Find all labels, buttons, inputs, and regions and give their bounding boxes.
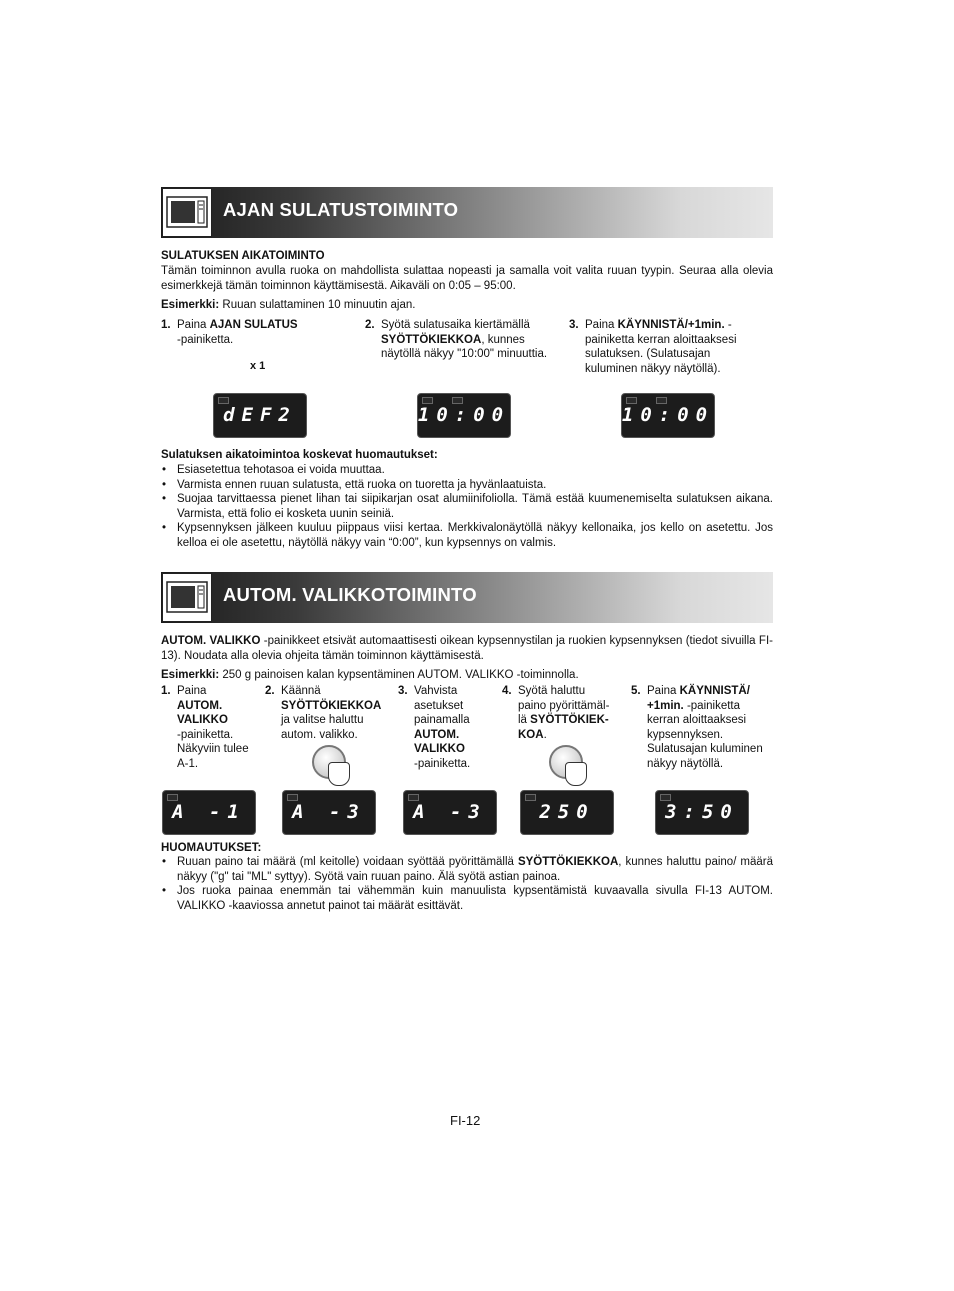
section-banner-auto-menu xyxy=(161,572,773,623)
step-text: Käännä SYÖTTÖKIEKKOA ja valitse haluttu autom. valikko. xyxy=(281,685,382,741)
example-line xyxy=(161,668,579,683)
display-digits: A -3 xyxy=(292,801,366,823)
step-text: Paina KÄYNNISTÄ/ +1min. -painiketta kerran aloittaaksesi kypsennyksen. Sulatusajan kuluminen näkyy näytöllä. xyxy=(647,685,763,770)
microwave-icon xyxy=(162,188,212,237)
hand-icon xyxy=(565,762,587,786)
indicator-icon xyxy=(656,397,667,404)
display-digits: 10:00 xyxy=(621,404,715,426)
notes-title: Sulatuksen aikatoimintoa koskevat huomautukset: xyxy=(161,449,438,461)
step-text: Paina KÄYNNISTÄ/+1min. -painiketta kerran aloittaaksesi sulatuksen. (Sulatusajan kuluminen näkyy näytöllä). xyxy=(585,319,737,375)
page-number: FI-12 xyxy=(450,1113,481,1128)
section-title: AJAN SULATUSTOIMINTO xyxy=(223,199,459,220)
display-digits: 3:50 xyxy=(665,801,739,823)
indicator-icon xyxy=(525,794,536,801)
intro-paragraph: AUTOM. VALIKKO -painikkeet etsivät automaattisesti oikean kypsennystilan ja ruokien kypsennyksen (tiedot sivuilla FI-13). Noudata alla olevia ohjeita tämän toiminnon käyttämisestä. xyxy=(161,635,773,662)
lcd-display xyxy=(417,393,511,438)
step-number: 1. xyxy=(161,319,171,331)
section-title: AUTOM. VALIKKOTOIMINTO xyxy=(223,584,477,605)
microwave-icon xyxy=(162,573,212,622)
step-text: Paina AUTOM. VALIKKO -painiketta. Näkyviin tulee A-1. xyxy=(177,685,249,770)
list-item: • Varmista ennen ruuan sulatusta, että ruoka on tuoretta ja hyvänlaatuista. xyxy=(162,478,547,491)
indicator-icon xyxy=(218,397,229,404)
lcd-display xyxy=(162,790,256,835)
hand-icon xyxy=(328,762,350,786)
display-digits: dEF2 xyxy=(223,404,297,426)
step-text: Vahvista asetukset painamalla AUTOM. VALIKKO -painiketta. xyxy=(414,685,471,770)
section-banner-defrost xyxy=(161,187,773,238)
notes-list xyxy=(161,855,773,913)
list-item: • Ruuan paino tai määrä (ml keitolle) voidaan syöttää pyörittämällä SYÖTTÖKIEKKOA, kunnes haluttu paino/ määrä näkyy ("g" tai "ML" syttyy). Syötä vain ruuan paino. Älä syötä astian painoa. xyxy=(162,856,773,883)
lcd-display xyxy=(213,393,307,438)
step-number: 2. xyxy=(365,319,375,331)
list-item: • Kypsennyksen jälkeen kuuluu piippaus viisi kertaa. Merkkivalonäytöllä näkyy kellonaika, jos kello on asetettu. Jos kelloa ei ole asetettu, näytöllä näkyy vain “0:00”, kun kypsennys on valmis. xyxy=(162,522,773,549)
notes-title: HUOMAUTUKSET: xyxy=(161,842,262,854)
step-number: 3. xyxy=(569,319,579,331)
notes-list xyxy=(161,463,773,551)
list-item: • Esiasetettua tehotasoa ei voida muuttaa. xyxy=(162,464,385,476)
example-label: Esimerkki: xyxy=(161,299,220,311)
indicator-icon xyxy=(167,794,178,801)
step-text: Syötä sulatusaika kiertämällä SYÖTTÖKIEKKOA, kunnes näytöllä näkyy "10:00" minuuttia. xyxy=(381,319,548,361)
list-item: • Suojaa tarvittaessa pienet lihan tai siipikarjan osat alumiinifoliolla. Tämä estää kuumenemiselta sulatuksen aikana. Varmista, että folio ei kosketa uunin seiniä. xyxy=(162,493,773,520)
indicator-icon xyxy=(408,794,419,801)
display-digits: A -3 xyxy=(413,801,487,823)
lcd-display xyxy=(621,393,715,438)
lcd-display xyxy=(655,790,749,835)
step-text: Syötä haluttu paino pyörittämäl- lä SYÖTTÖKIEK- KOA. xyxy=(518,685,610,741)
indicator-icon xyxy=(452,397,463,404)
display-digits: 250 xyxy=(539,801,595,823)
example-text: Ruuan sulattaminen 10 minuutin ajan. xyxy=(219,299,416,311)
indicator-icon xyxy=(660,794,671,801)
step-text: Paina AJAN SULATUS -painiketta. xyxy=(177,319,298,346)
subsection-title: SULATUKSEN AIKATOIMINTO xyxy=(161,250,325,262)
example-line xyxy=(161,298,415,313)
lcd-display xyxy=(282,790,376,835)
indicator-icon xyxy=(626,397,637,404)
example-label: Esimerkki: xyxy=(161,669,220,681)
intro-paragraph: Tämän toiminnon avulla ruoka on mahdollista sulattaa nopeasti ja samalla voit valita ruuan tyypin. Seuraa alla olevia esimerkkejä tämän toiminnon käyttämisestä. Aikaväli on 0:05 – 95:00. xyxy=(161,265,773,292)
indicator-icon xyxy=(422,397,433,404)
list-item: • Jos ruoka painaa enemmän tai vähemmän kuin manuulista kypsentämistä kuvaavalla sivulla FI-13 AUTOM. VALIKKO -kaaviossa annetut painot tai määrät esittävät. xyxy=(162,885,773,912)
display-digits: A -1 xyxy=(172,801,246,823)
display-digits: 10:00 xyxy=(417,404,511,426)
press-count: x 1 xyxy=(250,360,266,372)
indicator-icon xyxy=(287,794,298,801)
lcd-display xyxy=(403,790,497,835)
example-text: 250 g painoisen kalan kypsentäminen AUTOM. VALIKKO -toiminnolla. xyxy=(219,669,579,681)
lcd-display xyxy=(520,790,614,835)
